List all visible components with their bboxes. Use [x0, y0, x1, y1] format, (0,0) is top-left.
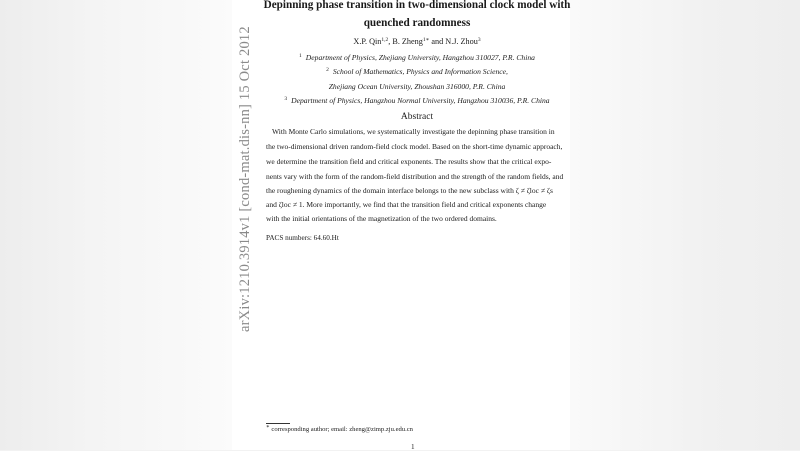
abstract-line: the roughening dynamics of the domain interface belongs to the new subclass with ζ ≠ ζloc ≠ ζs	[266, 186, 553, 195]
pacs-numbers: PACS numbers: 64.60.Ht	[266, 234, 339, 242]
author-3: N.J. Zhou	[445, 37, 478, 46]
author-2-affil-marker: 1∗	[422, 37, 430, 43]
affiliation-1	[232, 53, 602, 62]
abstract-line: With Monte Carlo simulations, we systematically investigate the depinning phase transition in	[272, 127, 555, 136]
author-list	[232, 37, 602, 46]
abstract-line: with the initial orientations of the magnetization of the two ordered domains.	[266, 214, 497, 223]
paper-title	[232, 0, 602, 32]
affiliation-2	[232, 67, 602, 76]
abstract-line: nents vary with the form of the random-field distribution and the strength of the random fields, and	[266, 172, 564, 181]
affiliation-text: Zhejiang Ocean University, Zhoushan 316000, P.R. China	[328, 82, 506, 91]
abstract-line: we determine the transition field and critical exponents. The results show that the critical expo-	[266, 157, 552, 166]
arxiv-identifier: arXiv:1210.3914v1 [cond-mat.dis-nn] 15 Oct 2012	[237, 26, 253, 332]
abstract-line: and ζloc ≠ 1. More importantly, we find that the transition field and critical exponents change	[266, 200, 547, 209]
affiliation-text: Department of Physics, Hangzhou Normal University, Hangzhou 310036, P.R. China	[291, 96, 550, 105]
author-2: B. Zheng	[392, 37, 423, 46]
affiliation-number: 1	[299, 53, 302, 59]
author-1-affil-marker: 1,2	[381, 37, 389, 43]
footnote	[266, 424, 413, 433]
affiliation-3	[232, 96, 602, 105]
affiliation-number: 2	[326, 67, 329, 73]
author-separator: ,	[388, 37, 393, 46]
viewer-background-right	[570, 0, 800, 450]
footnote-marker: ∗	[266, 424, 270, 430]
viewer-background-left	[0, 0, 232, 450]
abstract-heading: Abstract	[400, 112, 434, 122]
author-3-affil-marker: 3	[477, 37, 481, 43]
abstract-line: the two-dimensional driven random-field clock model. Based on the short-time dynamic approach,	[266, 142, 563, 151]
footnote-text: corresponding author; email: zheng@zimp.zju.edu.cn	[269, 426, 413, 433]
author-separator: and	[429, 37, 446, 46]
page-number: 1	[411, 443, 415, 451]
affiliation-text: School of Mathematics, Physics and Information Science,	[332, 67, 508, 76]
affiliation-2-continued	[232, 82, 602, 91]
author-1: X.P. Qin	[353, 37, 382, 46]
title-line-2: quenched randomness	[363, 17, 471, 29]
affiliation-text: Department of Physics, Zhejiang University, Hangzhou 310027, P.R. China	[305, 53, 535, 62]
affiliation-number: 3	[284, 96, 288, 102]
title-line-1: Depinning phase transition in two-dimensional clock model with	[263, 0, 571, 11]
